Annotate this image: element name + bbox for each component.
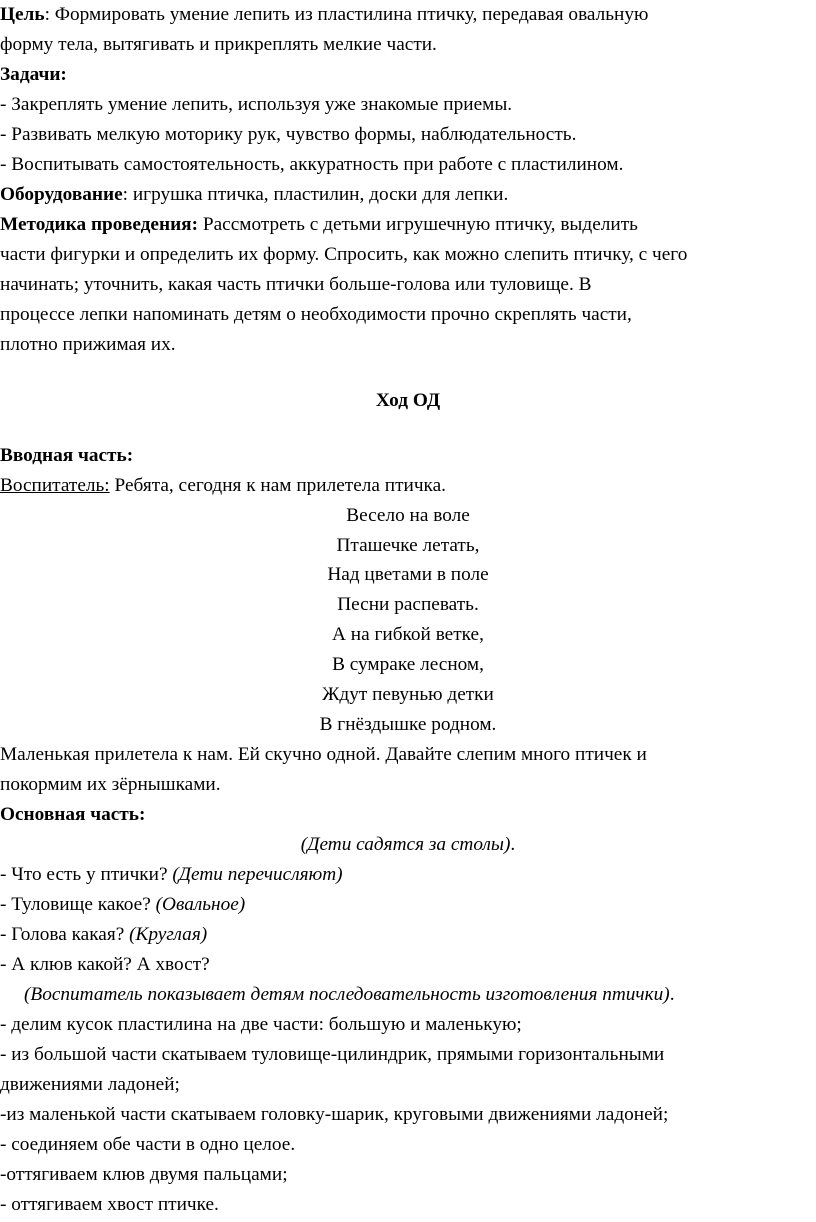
poem-line: Пташечке летать, bbox=[336, 535, 480, 556]
goal-line-1 bbox=[0, 3, 816, 27]
step-line: - соединяем обе части в одно целое. bbox=[0, 1134, 296, 1155]
poem-line: Над цветами в поле bbox=[327, 564, 489, 585]
intro-after-line: покормим их зёрнышками. bbox=[0, 774, 221, 795]
question-line: - Туловище какое? (Овальное) bbox=[0, 894, 246, 915]
question-line: - Голова какая? (Круглая) bbox=[0, 924, 208, 945]
intro-after-line: Маленькая прилетела к нам. Ей скучно одной. Давайте слепим много птичек и bbox=[0, 744, 647, 765]
method-line: плотно прижимая их. bbox=[0, 334, 176, 355]
section-title: Ход ОД bbox=[375, 390, 441, 411]
task-item: - Закреплять умение лепить, используя уже знакомые приемы. bbox=[0, 94, 513, 115]
step-line: -оттягиваем клюв двумя пальцами; bbox=[0, 1164, 288, 1185]
speaker-text: Ребята, сегодня к нам прилетела птичка. bbox=[109, 475, 446, 496]
step-line: -из маленькой части скатываем головку-шарик, круговыми движениями ладоней; bbox=[0, 1104, 669, 1125]
method-line: процессе лепки напоминать детям о необходимости прочно скреплять части, bbox=[0, 304, 632, 325]
method-line: начинать; уточнить, какая часть птички больше-голова или туловище. В bbox=[0, 274, 592, 295]
poem-line: Ждут певунью детки bbox=[322, 684, 494, 705]
step-line: - делим кусок пластилина на две части: большую и маленькую; bbox=[0, 1014, 522, 1035]
method-label: Методика проведения: bbox=[0, 214, 199, 235]
intro-heading: Вводная часть: bbox=[0, 445, 134, 466]
method-line: части фигурки и определить их форму. Спросить, как можно слепить птичку, с чего bbox=[0, 244, 688, 265]
poem-line: А на гибкой ветке, bbox=[332, 624, 484, 645]
task-item: - Воспитывать самостоятельность, аккуратность при работе с пластилином. bbox=[0, 154, 624, 175]
goal-line-2: форму тела, вытягивать и прикреплять мелкие части. bbox=[0, 34, 437, 55]
main-note-1: (Дети садятся за столы). bbox=[300, 834, 516, 855]
main-note-2: (Воспитатель показывает детям последовательность изготовления птички). bbox=[24, 984, 675, 1005]
question-line: - А клюв какой? А хвост? bbox=[0, 954, 210, 975]
step-line: движениями ладоней; bbox=[0, 1074, 180, 1095]
equipment-label: Оборудование bbox=[0, 184, 123, 205]
equipment-line bbox=[0, 183, 816, 207]
task-item: - Развивать мелкую моторику рук, чувство формы, наблюдательность. bbox=[0, 124, 577, 145]
poem-line: В гнёздышке родном. bbox=[319, 714, 497, 735]
goal-text: : Формировать умение лепить из пластилина птичку, передавая овальную bbox=[44, 4, 649, 25]
main-heading: Основная часть: bbox=[0, 804, 146, 825]
tasks-heading: Задачи: bbox=[0, 64, 67, 85]
equipment-text: : игрушка птичка, пластилин, доски для лепки. bbox=[122, 184, 509, 205]
step-line: - из большой части скатываем туловище-цилиндрик, прямыми горизонтальными bbox=[0, 1044, 665, 1065]
goal-label: Цель bbox=[0, 4, 45, 25]
method-line-1: Методика проведения: Рассмотреть с детьми игрушечную птичку, выделить bbox=[0, 214, 638, 235]
speaker-label: Воспитатель: bbox=[0, 475, 110, 496]
step-line: - оттягиваем хвост птичке. bbox=[0, 1194, 219, 1215]
poem-line: Песни распевать. bbox=[337, 594, 479, 615]
question-line: - Что есть у птички? (Дети перечисляют) bbox=[0, 864, 343, 885]
intro-speech-line bbox=[0, 474, 816, 498]
poem-line: В сумраке лесном, bbox=[332, 654, 484, 675]
poem-line: Весело на воле bbox=[346, 505, 470, 526]
